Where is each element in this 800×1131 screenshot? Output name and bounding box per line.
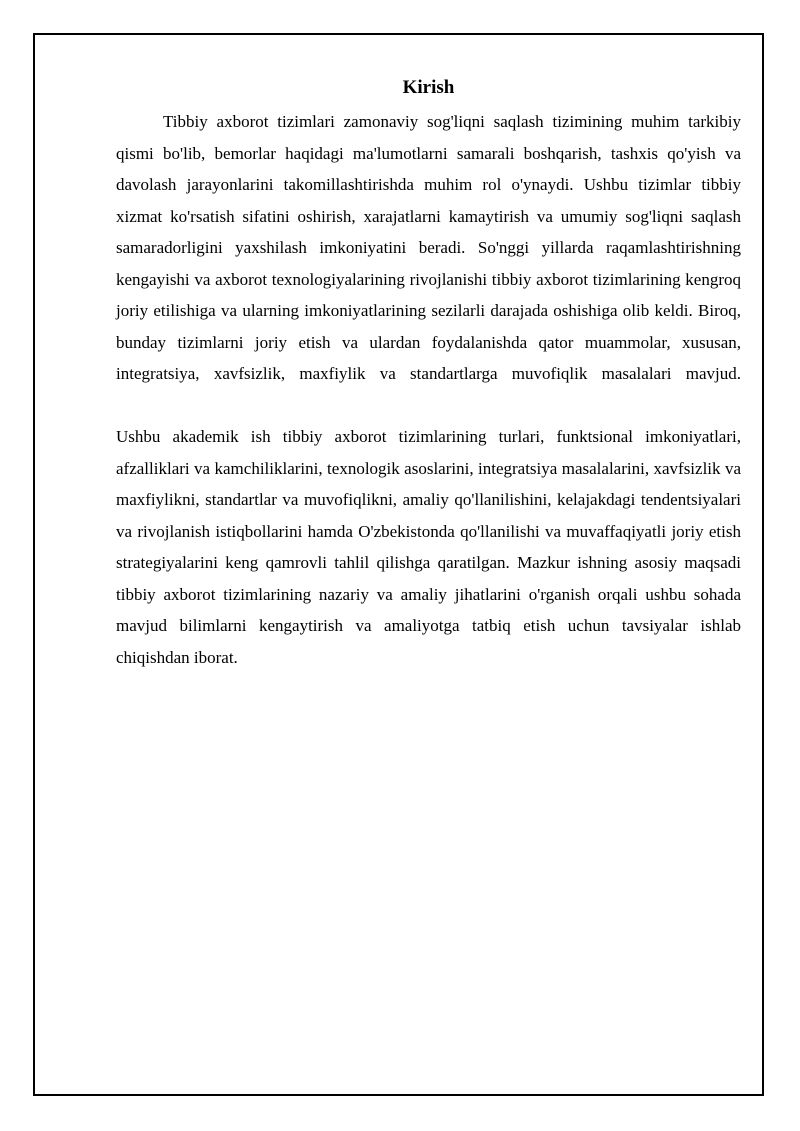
document-body: [116, 76, 741, 673]
paragraph-spacer: [116, 390, 741, 422]
paragraph-intro: Tibbiy axborot tizimlari zamonaviy sog'liqni saqlash tizimining muhim tarkibiy qismi bo'lib, bemorlar haqidagi ma'lumotlarni samarali boshqarish, tashxis qo'yish va davolash jarayonlarini takomillashtirishda muhim rol o'ynaydi. Ushbu tizimlar tibbiy xizmat ko'rsatish sifatini oshirish, xarajatlarni kamaytirish va umumiy sog'liqni saqlash samaradorligini yaxshilash imkoniyatini beradi. So'nggi yillarda raqamlashtirishning kengayishi va axborot texnologiyalarining rivojlanishi tibbiy axborot tizimlarining kengroq joriy etilishiga va ularning imkoniyatlarining sezilarli darajada oshishiga olib keldi. Biroq, bunday tizimlarni joriy etish va ulardan foydalanishda qator muammolar, xususan, integratsiya, xavfsizlik, maxfiylik va standartlarga muvofiqlik masalalari mavjud.: [116, 112, 741, 383]
paragraph-aims: Ushbu akademik ish tibbiy axborot tizimlarining turlari, funktsional imkoniyatlari, afzalliklari va kamchiliklarini, texnologik asoslarini, integratsiya masalalarini, xavfsizlik va maxfiylikni, standartlar va muvofiqlikni, amaliy qo'llanilishini, kelajakdagi tendentsiyalari va rivojlanish istiqbollarini hamda O'zbekistonda qo'llanilishi va muvaffaqiyatli joriy etish strategiyalarini keng qamrovli tahlil qilishga qaratilgan. Mazkur ishning asosiy maqsadi tibbiy axborot tizimlarining nazariy va amaliy jihatlarini o'rganish orqali ushbu sohada mavjud bilimlarni kengaytirish va amaliyotga tatbiq etish uchun tavsiyalar ishlab chiqishdan iborat.: [116, 427, 741, 667]
page-title: Kirish: [402, 77, 455, 98]
